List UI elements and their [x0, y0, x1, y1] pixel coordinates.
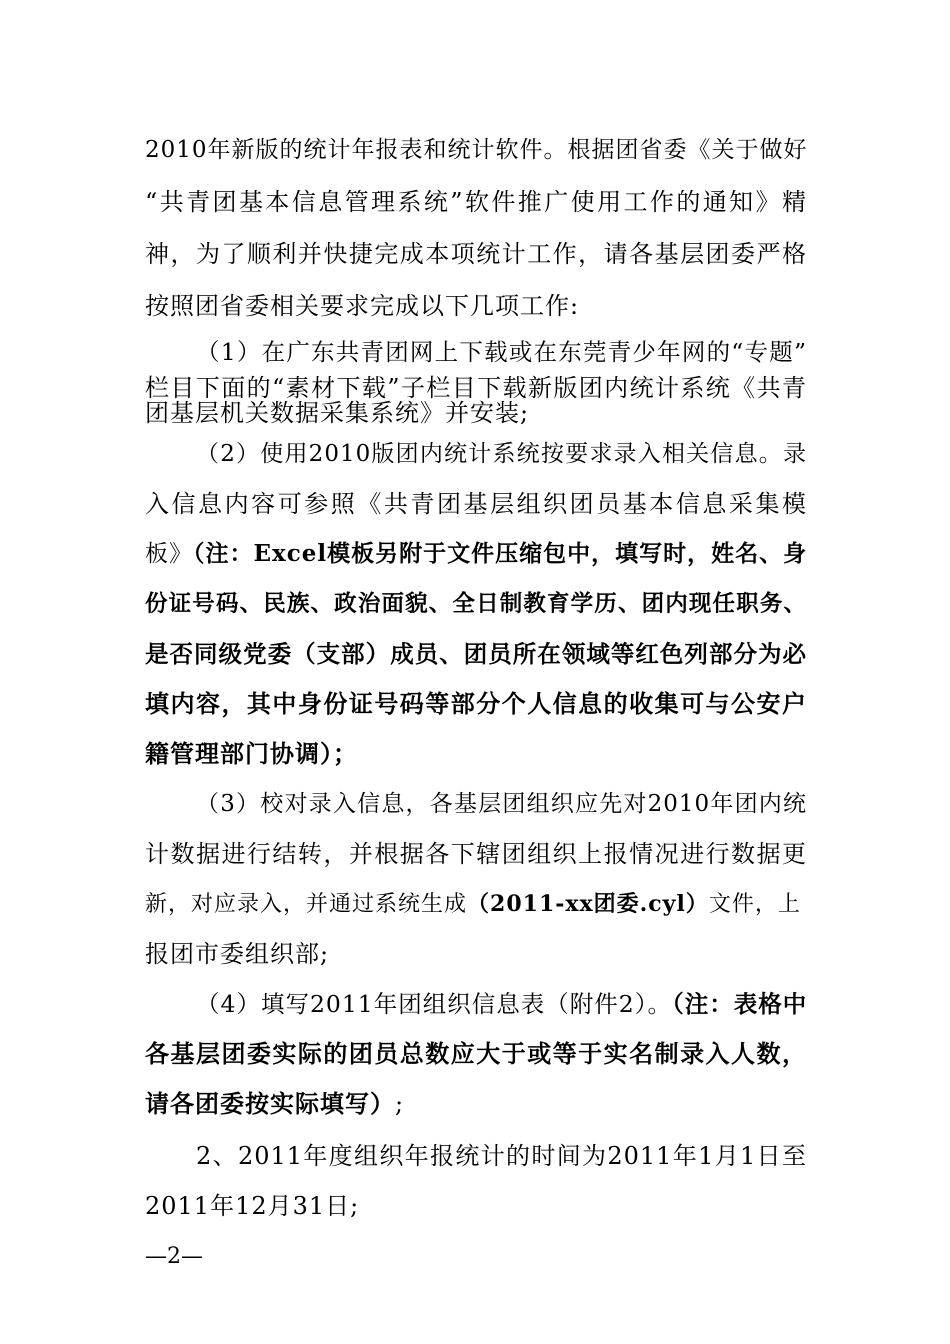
- list-item-2-line: 入信息内容可参照《共青团基层组织团员基本信息采集模: [145, 490, 807, 518]
- bold-note: （注：表格中: [671, 990, 808, 1018]
- page-number: —2—: [145, 1244, 203, 1269]
- paragraph-line: “共青团基本信息管理系统”软件推广使用工作的通知》精: [145, 188, 807, 216]
- paragraph-line: 按照团省委相关要求完成以下几项工作:: [145, 292, 580, 320]
- list-item-1-line: 团基层机关数据采集系统》并安装;: [145, 399, 530, 427]
- list-item-3-line: （3）校对录入信息，各基层团组织应先对2010年团内统: [196, 791, 807, 817]
- list-item-3-line: 新，对应录入，并通过系统生成（2011-xx团委.cyl）文件，上: [145, 891, 801, 917]
- list-item-1-line: （1）在广东共青团网上下载或在东莞青少年网的“专题”: [196, 338, 807, 366]
- bold-note-line: 是否同级党委（支部）成员、团员所在领域等红色列部分为必: [145, 640, 807, 668]
- bold-note-line: 份证号码、民族、政治面貌、全日制教育学历、团内现任职务、: [145, 591, 807, 617]
- paragraph-line: 神，为了顺利并快捷完成本项统计工作，请各基层团委严格: [145, 240, 807, 268]
- list-item-3-line: 计数据进行结转，并根据各下辖团组织上报情况进行数据更: [145, 840, 807, 868]
- bold-note-line: 各基层团委实际的团员总数应大于或等于实名制录入人数，: [145, 1039, 807, 1068]
- list-item-2-line: 板》（注：Excel模板另附于文件压缩包中，填写时，姓名、身: [145, 540, 808, 567]
- bold-note-line: 填内容，其中身份证号码等部分个人信息的收集可与公安户: [145, 689, 807, 718]
- list-item-2-line: （2）使用2010版团内统计系统按要求录入相关信息。录: [196, 441, 807, 467]
- bold-note-line: 请各团委按实际填写）;: [145, 1089, 405, 1118]
- list-item-3-line: 报团市委组织部;: [145, 940, 330, 968]
- paragraph-line: 2010年新版的统计年报表和统计软件。根据团省委《关于做好: [145, 137, 808, 163]
- section-2-line: 2、2011年度组织年报统计的时间为2011年1月1日至: [196, 1142, 807, 1170]
- section-2-line: 2011年12月31日;: [145, 1192, 360, 1220]
- bold-note: （注：Excel模板另附于文件压缩包中，填写时，姓名、身: [193, 540, 808, 567]
- list-item-1-line: 栏目下面的“素材下载”子栏目下载新版团内统计系统《共青: [145, 374, 807, 402]
- bold-filename: （2011-xx团委.cyl）: [467, 891, 709, 917]
- bold-note-line: 籍管理部门协调）；: [145, 739, 358, 768]
- list-item-4-line: （4）填写2011年团组织信息表（附件2）。（注：表格中: [196, 990, 808, 1018]
